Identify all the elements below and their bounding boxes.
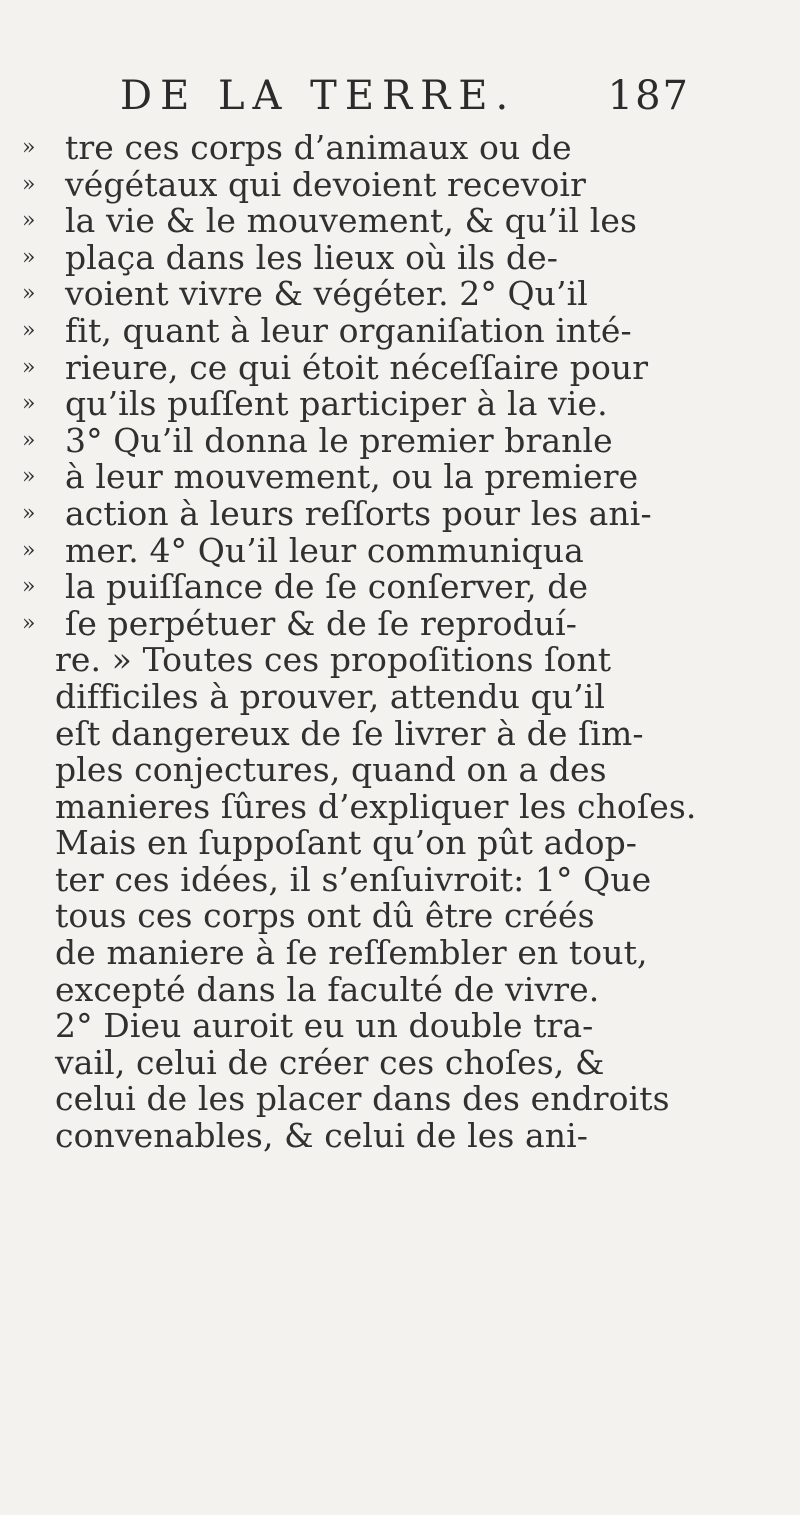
line-text: convenables, & celui de les ani- <box>55 1116 589 1156</box>
line-text: mer. 4° Qu’il leur communiqua <box>65 530 584 570</box>
quotation-marker: » <box>22 208 36 234</box>
line-text: de maniere à ſe reſſembler en tout, <box>55 933 648 973</box>
quotation-marker: » <box>22 244 36 270</box>
text-line <box>10 203 790 240</box>
text-line <box>10 420 790 460</box>
line-text: tous ces corps ont dû être créés <box>55 896 595 936</box>
quotation-marker: » <box>22 537 36 563</box>
line-text: excepté dans la faculté de vivre. <box>55 969 600 1009</box>
quotation-marker: » <box>22 464 36 490</box>
page-header <box>120 66 690 126</box>
quotation-marker: » <box>22 317 36 343</box>
text-line <box>10 603 790 643</box>
line-text: celui de les placer dans des endroits <box>55 1079 670 1119</box>
quotation-marker: » <box>22 574 36 600</box>
quotation-marker: » <box>22 354 36 380</box>
text-line <box>10 859 790 899</box>
text-line <box>10 898 790 935</box>
text-line <box>10 130 790 167</box>
line-text: végétaux qui devoient recevoir <box>65 164 586 204</box>
line-text: la vie & le mouvement, & qu’il les <box>65 201 638 241</box>
quotation-marker: » <box>22 427 36 453</box>
text-line <box>10 530 790 570</box>
text-line <box>10 493 790 533</box>
line-text: vail, celui de créer ces choſes, & <box>55 1042 605 1082</box>
quotation-marker: » <box>22 610 36 636</box>
text-line <box>10 1118 790 1155</box>
text-line <box>10 676 790 716</box>
text-line <box>10 1008 790 1045</box>
text-line <box>10 386 790 423</box>
text-line <box>10 569 790 606</box>
quotation-marker: » <box>22 391 36 417</box>
text-line <box>10 347 790 387</box>
line-text: qu’ils puſſent participer à la vie. <box>65 384 608 424</box>
line-text: 3° Qu’il donna le premier branle <box>65 420 613 460</box>
line-text: plaça dans les lieux où ils de- <box>65 237 559 277</box>
line-text: 2° Dieu auroit eu un double tra- <box>55 1006 594 1046</box>
text-line <box>10 276 790 313</box>
text-line <box>10 1042 790 1082</box>
line-text: la puiſſance de ſe conſerver, de <box>65 567 589 607</box>
running-head: DE LA TERRE. <box>120 73 517 119</box>
text-line <box>10 642 790 679</box>
line-text: rieure, ce qui étoit néceſſaire pour <box>65 347 649 387</box>
text-line <box>10 752 790 789</box>
text-line <box>10 310 790 350</box>
quotation-marker: » <box>22 135 36 160</box>
text-line <box>10 164 790 204</box>
text-line <box>10 969 790 1009</box>
text-line <box>10 1081 790 1118</box>
text-line <box>10 786 790 826</box>
line-text: ples conjectures, quand on a des <box>55 750 607 790</box>
line-text: manieres ſûres d’expliquer les choſes. <box>55 786 697 826</box>
text-line <box>10 459 790 496</box>
line-text: ſe perpétuer & de ſe reproduí- <box>65 603 578 643</box>
line-text: tre ces corps d’animaux ou de <box>65 128 572 167</box>
line-text: action à leurs reſſorts pour les ani- <box>65 493 652 533</box>
text-line <box>10 935 790 972</box>
quotation-marker: » <box>22 500 36 526</box>
line-text: re. » Toutes ces propoſitions ſont <box>55 640 612 680</box>
line-text: à leur mouvement, ou la premiere <box>65 457 639 497</box>
line-text: difficiles à prouver, attendu qu’il <box>55 676 606 716</box>
line-text: fit, quant à leur organiſation inté- <box>65 310 632 350</box>
line-text: eſt dangereux de ſe livrer à de ſim- <box>55 713 644 753</box>
text-line <box>10 713 790 753</box>
page-number: 187 <box>607 73 690 119</box>
line-text: Mais en ſuppoſant qu’on pût adop- <box>55 823 638 863</box>
body-text <box>10 130 790 1155</box>
text-line <box>10 825 790 862</box>
quotation-marker: » <box>22 281 36 307</box>
line-text: voient vivre & végéter. 2° Qu’il <box>65 274 588 314</box>
quotation-marker: » <box>22 171 36 197</box>
line-text: ter ces idées, il s’enſuivroit: 1° Que <box>55 859 652 899</box>
text-line <box>10 237 790 277</box>
